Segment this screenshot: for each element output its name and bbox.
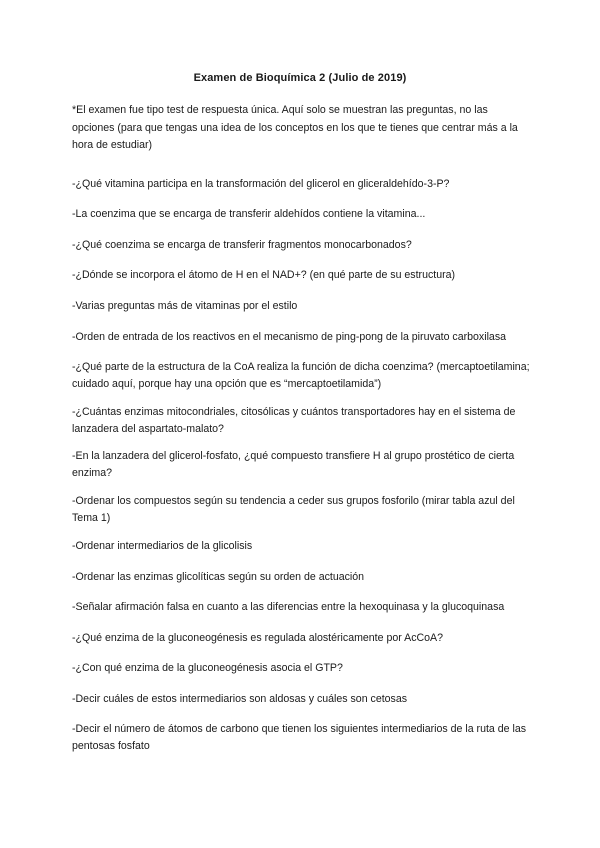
question-item: -¿Dónde se incorpora el átomo de H en el NAD+? (en qué parte de su estructura): [72, 269, 456, 281]
question-item: -La coenzima que se encarga de transferir aldehídos contiene la vitamina...: [72, 208, 426, 220]
question-item: -Ordenar las enzimas glicolíticas según su orden de actuación: [72, 571, 365, 583]
question-item: -¿Qué vitamina participa en la transformación del glicerol en gliceraldehído-3-P?: [72, 178, 450, 190]
question-item: -¿Qué coenzima se encarga de transferir fragmentos monocarbonados?: [72, 239, 412, 251]
question-item: -¿Qué parte de la estructura de la CoA realiza la función de dicha coenzima? (mercaptoetilamina; cuidado aquí, porque hay una opción que es “mercaptoetilamida”): [72, 361, 530, 390]
question-item: -¿Cuántas enzimas mitocondriales, citosólicas y cuántos transportadores hay en el sistema de lanzadera del aspartato-malato?: [72, 406, 516, 435]
question-item: -Decir el número de átomos de carbono que tienen los siguientes intermediarios de la ruta de las pentosas fosfato: [72, 723, 527, 752]
question-item: -Varias preguntas más de vitaminas por el estilo: [72, 300, 298, 312]
question-item: -¿Qué enzima de la gluconeogénesis es regulada alostéricamente por AcCoA?: [72, 632, 443, 644]
question-item: -Señalar afirmación falsa en cuanto a las diferencias entre la hexoquinasa y la glucoquinasa: [72, 601, 505, 613]
document-title: Examen de Bioquímica 2 (Julio de 2019): [193, 72, 407, 84]
question-item: -Ordenar los compuestos según su tendencia a ceder sus grupos fosforilo (mirar tabla azul del Tema 1): [72, 495, 515, 524]
question-item: -Ordenar intermediarios de la glicolisis: [72, 540, 253, 552]
question-item: -Decir cuáles de estos intermediarios son aldosas y cuáles son cetosas: [72, 693, 408, 705]
question-item: -¿Con qué enzima de la gluconeogénesis asocia el GTP?: [72, 662, 343, 674]
intro-paragraph: *El examen fue tipo test de respuesta única. Aquí solo se muestran las preguntas, no las opciones (para que tengas una idea de los conceptos en los que te tienes que centrar más a la hora de estudiar): [72, 104, 518, 151]
question-item: -En la lanzadera del glicerol-fosfato, ¿qué compuesto transfiere H al grupo prostético de cierta enzima?: [72, 450, 515, 479]
question-item: -Orden de entrada de los reactivos en el mecanismo de ping-pong de la piruvato carboxilasa: [72, 331, 507, 343]
